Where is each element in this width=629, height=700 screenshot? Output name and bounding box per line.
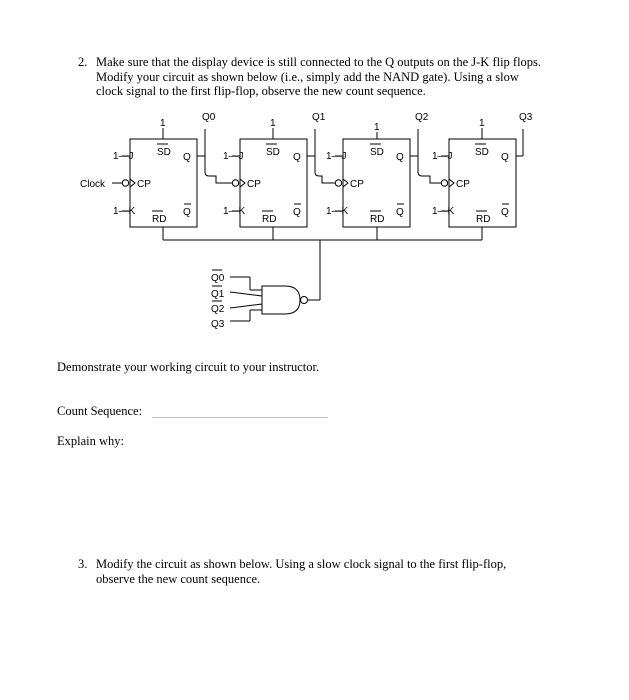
ff3-sd-one: 1 <box>479 118 485 129</box>
demonstrate-instruction: Demonstrate your working circuit to your instructor. <box>57 360 320 374</box>
ff0-j-label: 1—J <box>113 151 134 162</box>
ff2-sd-one: 1 <box>374 122 380 133</box>
ff1-k-label: 1—K <box>223 206 246 217</box>
ff3-rd-label: RD <box>476 214 491 225</box>
ff0-qbar-label: Q <box>183 207 191 218</box>
jk-counter-circuit-diagram <box>0 0 629 345</box>
ff0-k-label: 1—K <box>113 206 136 217</box>
gate-input-q2bar: Q2 <box>211 304 225 315</box>
ff0-sd-one: 1 <box>160 118 166 129</box>
q3-output-label: Q3 <box>519 112 533 123</box>
ff3-cp-label: CP <box>456 179 470 190</box>
question-2-line-3: clock signal to the first flip-flop, observe the new count sequence. <box>96 84 426 98</box>
gate-input-q1bar: Q1 <box>211 289 225 300</box>
clock-label: Clock <box>80 179 106 190</box>
ff1-sd-one: 1 <box>270 118 276 129</box>
ff3-q-label: Q <box>501 152 509 163</box>
q1-output-label: Q1 <box>312 112 326 123</box>
ff3-j-label: 1—J <box>432 151 453 162</box>
q2-output-label: Q2 <box>415 112 429 123</box>
explain-why-label: Explain why: <box>57 434 125 448</box>
ff2-cp-label: CP <box>350 179 364 190</box>
ff1-rd-label: RD <box>262 214 277 225</box>
count-sequence-answer-line[interactable] <box>152 417 328 418</box>
ff3-k-label: 1—K <box>432 206 455 217</box>
ff2-k-label: 1—K <box>326 206 349 217</box>
gate-input-q0bar: Q0 <box>211 273 225 284</box>
ff1-sd-label: SD <box>266 147 280 158</box>
ff2-rd-label: RD <box>370 214 385 225</box>
question-2-line-2: Modify your circuit as shown below (i.e., simply add the NAND gate). Using a slow <box>96 69 519 84</box>
question-3-line-1: Modify the circuit as shown below. Using a slow clock signal to the first flip-flop, <box>96 557 507 571</box>
q0-output-label: Q0 <box>202 112 216 123</box>
ff1-j-label: 1—J <box>223 151 244 162</box>
ff0-sd-label: SD <box>157 147 171 158</box>
question-3-line-2: observe the new count sequence. <box>96 571 261 586</box>
question-2-number: 2. <box>78 55 88 69</box>
count-sequence-label: Count Sequence: <box>57 404 143 418</box>
ff1-qbar-label: Q <box>293 207 301 218</box>
ff2-q-label: Q <box>396 152 404 163</box>
question-3-number: 3. <box>78 557 88 571</box>
ff1-cp-label: CP <box>247 179 261 190</box>
gate-input-q3: Q3 <box>211 319 225 330</box>
ff2-j-label: 1—J <box>326 151 347 162</box>
ff1-q-label: Q <box>293 152 301 163</box>
ff0-q-label: Q <box>183 152 191 163</box>
ff0-cp-label: CP <box>137 179 151 190</box>
ff3-sd-label: SD <box>475 147 489 158</box>
ff3-qbar-label: Q <box>501 207 509 218</box>
ff2-qbar-label: Q <box>396 207 404 218</box>
nand-gate <box>262 286 300 314</box>
ff0-rd-label: RD <box>152 214 167 225</box>
question-2-line-1: Make sure that the display device is still connected to the Q outputs on the J-K flip flops. <box>96 55 542 69</box>
question-3 <box>78 557 598 586</box>
ff2-sd-label: SD <box>370 147 384 158</box>
